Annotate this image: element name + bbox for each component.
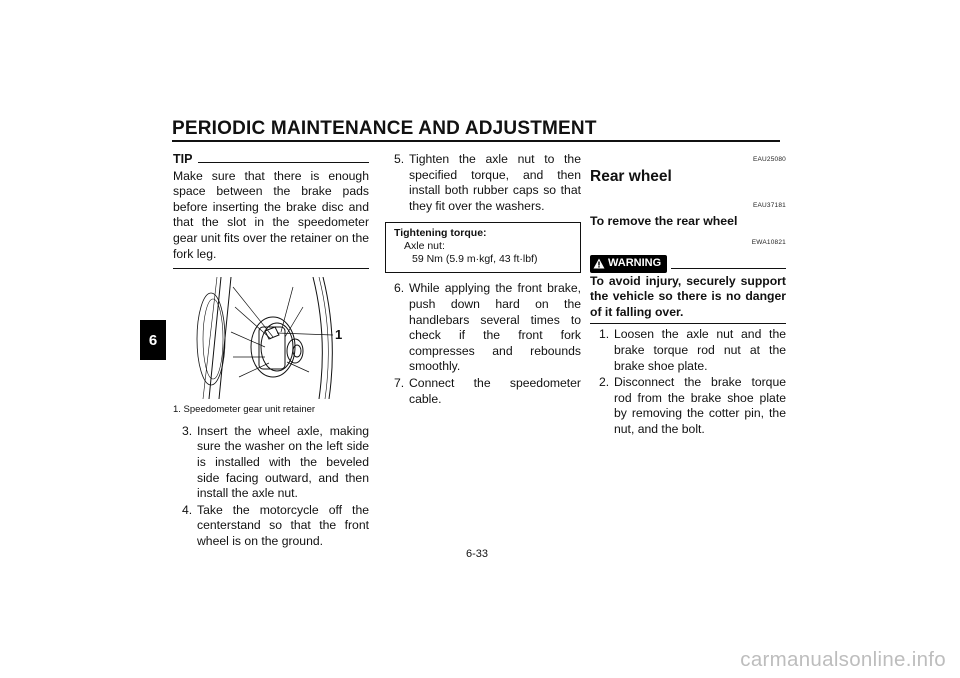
step-text: Insert the wheel axle, making sure the washer on the left side is installed with the beveled side facing outward, and then install the axle nut. [197, 423, 369, 501]
steps-list-middle-2 [385, 281, 581, 407]
list-item [385, 152, 581, 214]
steps-list-left [173, 424, 369, 550]
warning-heading [590, 255, 786, 273]
step-text: Connect the speedometer cable. [409, 375, 581, 406]
list-item [385, 281, 581, 375]
tip-label: TIP [173, 152, 193, 166]
subsection-heading: To remove the rear wheel [590, 213, 738, 228]
subsection-code: EAU37181 [752, 202, 786, 210]
step-number: 7. [394, 375, 405, 390]
tip-rule [198, 162, 369, 163]
header-rule [172, 140, 780, 142]
column-middle [385, 152, 581, 408]
list-item [385, 376, 581, 407]
speedometer-gear-figure [173, 277, 369, 399]
step-number: 6. [394, 281, 405, 296]
column-left [173, 152, 369, 551]
step-text: Tighten the axle nut to the specified torque, and then install both rubber caps so that they fit over the washers. [409, 152, 581, 213]
section-code: EAU25080 [752, 156, 786, 163]
warning-end-rule [590, 323, 786, 324]
step-number: 3. [182, 423, 193, 438]
figure-callout: 1 [335, 327, 343, 343]
section-heading: Rear wheel [590, 167, 672, 185]
step-number: 2. [599, 375, 610, 390]
step-text: Disconnect the brake torque rod from the brake shoe plate by removing the cotter pin, the nut, and the bolt. [614, 375, 786, 436]
step-number: 5. [394, 152, 405, 166]
step-number: 4. [182, 502, 193, 517]
spec-value: 59 Nm (5.9 m·kgf, 43 ft·lbf) [412, 253, 538, 266]
section-tab: 6 [140, 320, 166, 360]
figure-caption: 1. Speedometer gear unit retainer [173, 404, 316, 416]
steps-list-right [590, 327, 786, 437]
warning-rule [671, 268, 786, 269]
warning-badge [590, 255, 667, 273]
tip-end-rule [173, 268, 369, 269]
steps-list-middle [385, 152, 581, 214]
column-right [590, 152, 786, 439]
step-text: Loosen the axle nut and the brake torque rod nut at the brake shoe plate. [614, 327, 786, 373]
warning-code: EWA10821 [751, 239, 786, 247]
step-text: Take the motorcycle off the centerstand so that the front wheel is on the ground. [197, 502, 369, 548]
list-item [173, 424, 369, 502]
spec-title: Tightening torque: [394, 227, 487, 240]
watermark: carmanualsonline.info [740, 648, 946, 671]
step-text: While applying the front brake, push down hard on the handlebars several times to check if the front fork compresses and rebounds smoothly. [409, 281, 581, 374]
list-item [590, 375, 786, 437]
torque-spec-box [385, 222, 581, 273]
list-item [590, 327, 786, 374]
warning-label: WARNING [608, 256, 662, 269]
spec-item: Axle nut: [404, 240, 445, 253]
tip-heading [173, 152, 369, 168]
warning-triangle-icon [593, 258, 605, 269]
step-number: 1. [599, 327, 610, 342]
page-title: PERIODIC MAINTENANCE AND ADJUSTMENT [172, 118, 597, 139]
page-number: 6-33 [466, 548, 489, 560]
warning-text: To avoid injury, securely support the vehicle so there is no danger of it falling over. [590, 273, 786, 319]
tip-text: Make sure that there is enough space between the brake pads before inserting the brake disc and that the slot in the speedometer gear unit fits over the retainer on the fork leg. [173, 168, 369, 261]
list-item [173, 503, 369, 550]
